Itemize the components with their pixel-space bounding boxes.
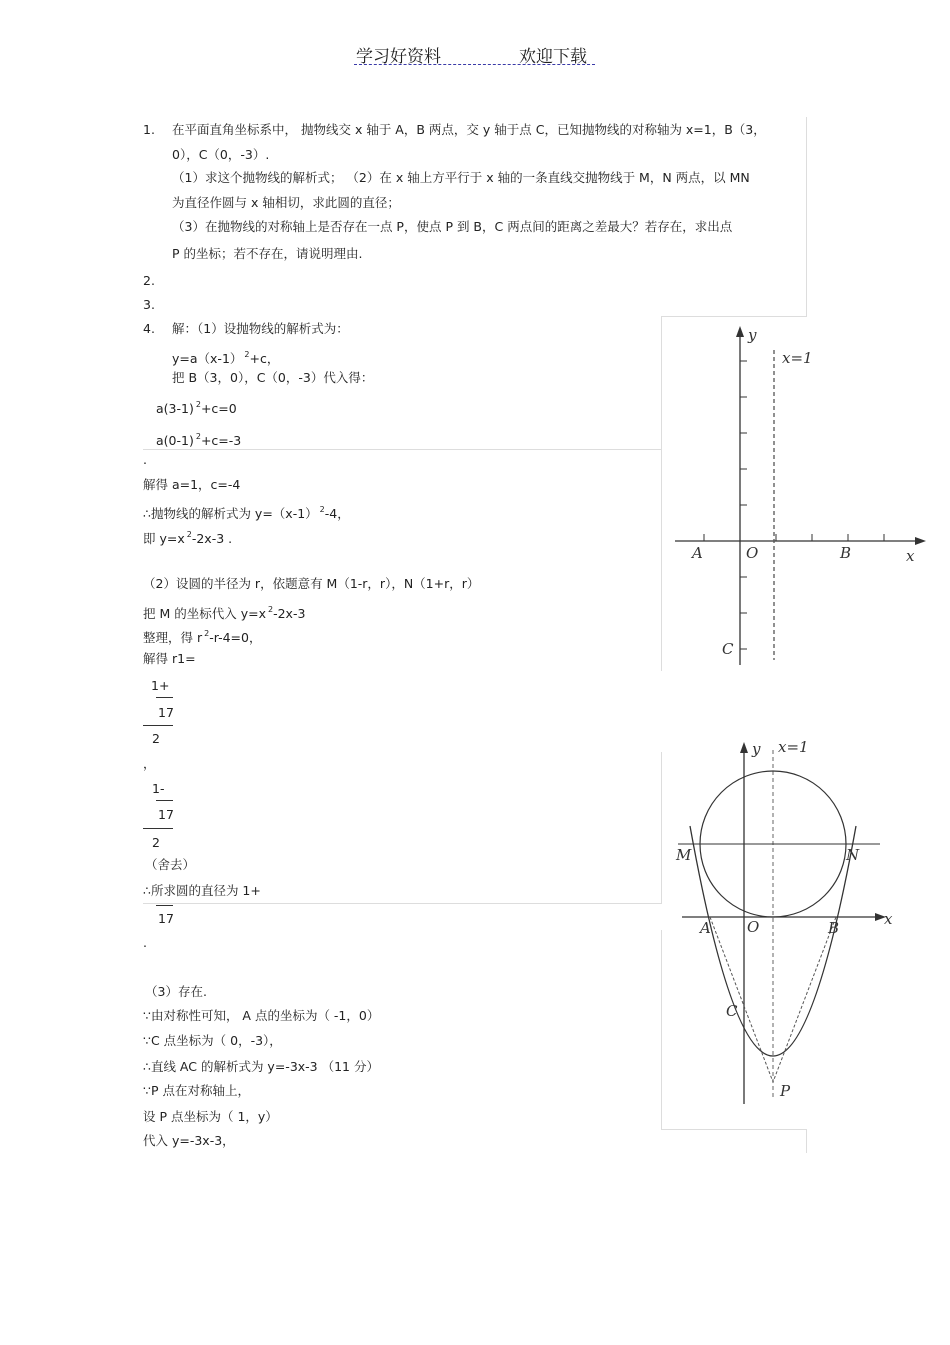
solution-line: 设 P 点坐标为（ 1，y） <box>143 1109 278 1124</box>
origin-label: O <box>746 544 759 562</box>
header-underline <box>354 64 595 65</box>
solution-line <box>172 347 279 367</box>
solution-line: 把 B（3，0），C（0，-3）代入得： <box>172 370 374 385</box>
fraction-denominator: 2 <box>152 731 160 746</box>
point-c-label: C <box>722 640 734 658</box>
text: ∴抛物线的解析式为 y=（x-1） <box>143 506 318 521</box>
text: -4， <box>324 506 350 521</box>
solution-line: ∵由对称性可知， A 点的坐标为（ -1，0） <box>143 1008 380 1023</box>
point-p-label: P <box>780 1082 791 1100</box>
solution-line: 解得 r1= <box>143 651 196 666</box>
comma: ， <box>143 756 156 771</box>
border <box>143 449 662 450</box>
solution-line: ∴所求圆的直径为 1+ <box>143 883 261 898</box>
point-c-label: C <box>726 1002 738 1020</box>
problem-line: （1）求这个抛物线的解析式； （2）在 x 轴上方平行于 x 轴的一条直线交抛物线于 M，N 两点，以 MN <box>172 170 750 185</box>
superscript: 2 <box>319 505 325 514</box>
superscript: 2 <box>186 530 192 539</box>
item-number: 2. <box>143 273 155 288</box>
item-number: 1. <box>143 122 155 137</box>
text: y=a（x-1） <box>172 351 243 366</box>
sqrt-bar <box>156 697 173 698</box>
superscript: 2 <box>195 400 201 409</box>
border <box>806 117 807 317</box>
y-ticks <box>740 361 747 649</box>
solution-line: （2）设圆的半径为 r，依题意有 M（1-r，r），N（1+r，r） <box>143 576 480 591</box>
x-ticks <box>704 534 884 541</box>
solution-line: ∵P 点在对称轴上， <box>143 1083 250 1098</box>
solution-line: ∴直线 AC 的解析式为 y=-3x-3 （11 分） <box>143 1059 379 1074</box>
fraction-bar <box>143 725 173 726</box>
point-m-label: M <box>676 846 692 864</box>
text: a(3-1) <box>156 401 194 416</box>
solution-line <box>143 527 232 547</box>
sqrt-value: 17 <box>158 705 174 720</box>
solution-line: ∵C 点坐标为（ 0，-3）， <box>143 1033 282 1048</box>
axis-label: x=1 <box>782 349 813 367</box>
fraction-bar <box>143 828 173 829</box>
sqrt-bar <box>156 800 173 801</box>
sqrt-bar <box>156 905 173 906</box>
fraction-numerator: 1- <box>152 781 165 796</box>
text: -2x-3 . <box>191 531 233 546</box>
dot: . <box>143 452 147 467</box>
solution-line <box>143 626 261 646</box>
axis-label: x=1 <box>778 738 809 756</box>
problem-line: （3）在抛物线的对称轴上是否存在一点 P，使点 P 到 B，C 两点间的距离之差最大？若存在，求出点 <box>172 219 733 234</box>
sqrt-value: 17 <box>158 807 174 822</box>
figure-parabola-circle <box>670 736 900 1108</box>
solution-line <box>143 502 350 522</box>
border <box>661 316 807 317</box>
item-number: 4. <box>143 321 155 336</box>
equation <box>156 397 237 417</box>
text: a(0-1) <box>156 433 194 448</box>
solution-line <box>143 602 305 622</box>
border <box>143 903 662 904</box>
x-arrow-icon <box>915 537 926 545</box>
x-label: x <box>884 910 893 928</box>
dot: . <box>143 935 147 950</box>
y-label: y <box>752 740 761 758</box>
solution-line: 解得 a=1，c=-4 <box>143 477 241 492</box>
point-n-label: N <box>846 846 860 864</box>
solution-line: （舍去） <box>145 857 196 872</box>
point-a-label: A <box>692 544 703 562</box>
figure-axes <box>670 320 940 670</box>
border <box>661 930 662 1130</box>
superscript: 2 <box>267 605 274 614</box>
problem-line: 为直径作圆与 x 轴相切，求此圆的直径； <box>172 195 400 210</box>
text: +c， <box>249 351 280 366</box>
solution-line: （3）存在. <box>145 984 207 999</box>
problem-line: 0），C（0，-3）. <box>172 147 270 162</box>
y-arrow-icon <box>740 742 748 753</box>
point-a-label: A <box>700 919 711 937</box>
text: -2x-3 <box>273 606 306 621</box>
text: +c=-3 <box>200 433 242 448</box>
item-number: 3. <box>143 297 155 312</box>
y-label: y <box>748 326 757 344</box>
text: -r-4=0， <box>209 630 262 645</box>
superscript: 2 <box>195 432 201 441</box>
border <box>661 752 662 904</box>
sqrt-value: 17 <box>158 911 174 926</box>
equation <box>156 429 241 449</box>
superscript: 2 <box>204 629 210 638</box>
border <box>661 1129 807 1130</box>
point-b-label: B <box>840 544 852 562</box>
superscript: 2 <box>244 350 250 359</box>
point-b-label: B <box>828 919 840 937</box>
text: 即 y=x <box>143 531 185 546</box>
origin-label: O <box>747 918 760 936</box>
solution-line: 代入 y=-3x-3， <box>143 1133 235 1148</box>
solution-line: 解：（1）设抛物线的解析式为： <box>172 321 349 336</box>
header-right: 欢迎下载 <box>519 47 587 67</box>
problem-line: 在平面直角坐标系中， 抛物线交 x 轴于 A，B 两点，交 y 轴于点 C，已知抛物线的对称轴为 x=1，B（3， <box>172 122 766 137</box>
y-arrow-icon <box>736 326 744 337</box>
x-label: x <box>906 547 915 565</box>
fraction-denominator: 2 <box>152 835 160 850</box>
border <box>661 316 662 671</box>
text: 整理，得 r <box>143 630 203 645</box>
header-left: 学习好资料 <box>356 47 441 67</box>
fraction-numerator: 1+ <box>151 678 170 693</box>
text: +c=0 <box>200 401 237 416</box>
border <box>806 1129 807 1153</box>
text: 把 M 的坐标代入 y=x <box>143 606 266 621</box>
problem-line: P 的坐标；若不存在，请说明理由. <box>172 246 363 261</box>
